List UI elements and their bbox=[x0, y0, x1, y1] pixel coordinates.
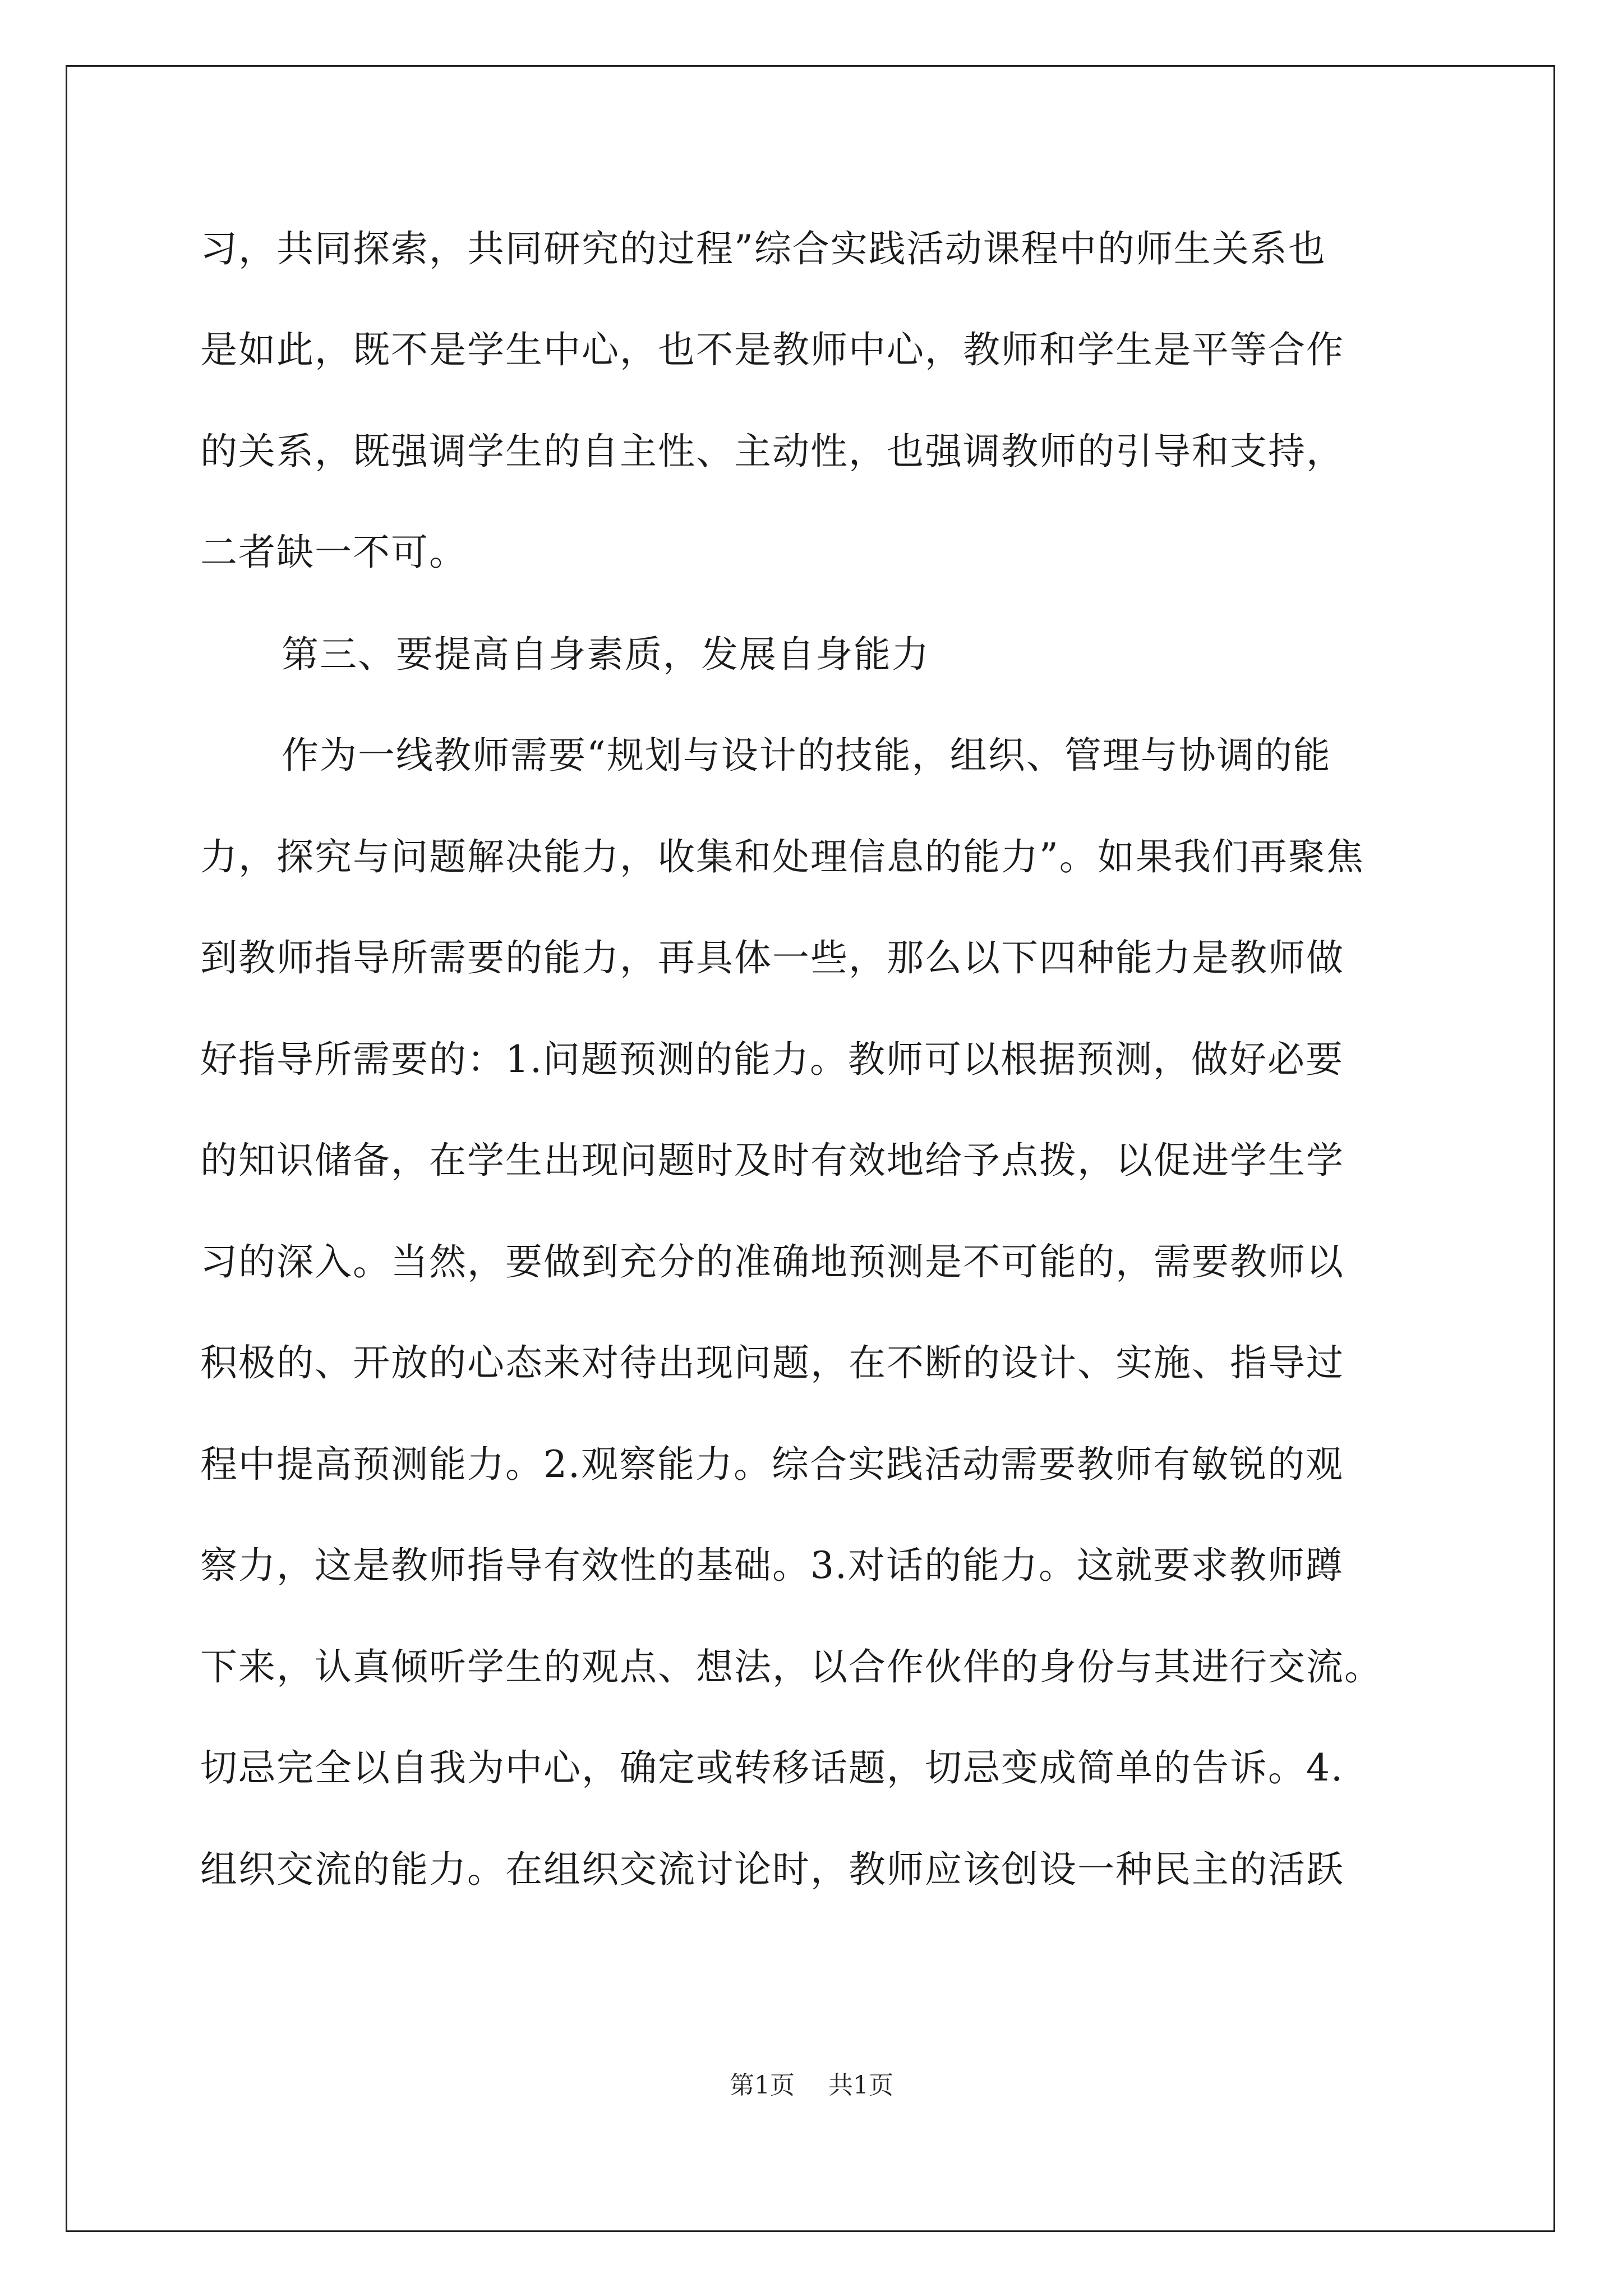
paragraph-line-8: 到教师指导所需要的能力，再具体一些，那么以下四种能力是教师做 bbox=[200, 936, 1344, 979]
paragraph-line-2: 是如此，既不是学生中心，也不是教师中心，教师和学生是平等合作 bbox=[200, 328, 1344, 371]
paragraph-line-3: 的关系，既强调学生的自主性、主动性，也强调教师的引导和支持， bbox=[200, 430, 1344, 473]
paragraph-line-4: 二者缺一不可。 bbox=[200, 531, 467, 574]
paragraph-line-13: 程中提高预测能力。2.观察能力。综合实践活动需要教师有敏锐的观 bbox=[200, 1443, 1344, 1486]
paragraph-line-16: 切忌完全以自我为中心，确定或转移话题，切忌变成简单的告诉。4. bbox=[200, 1746, 1344, 1789]
paragraph-line-17: 组织交流的能力。在组织交流讨论时，教师应该创设一种民主的活跃 bbox=[200, 1848, 1344, 1891]
paragraph-line-10: 的知识储备，在学生出现问题时及时有效地给予点拨，以促进学生学 bbox=[200, 1139, 1344, 1182]
paragraph-line-14: 察力，这是教师指导有效性的基础。3.对话的能力。这就要求教师蹲 bbox=[200, 1544, 1344, 1587]
paragraph-line-15: 下来，认真倾听学生的观点、想法，以合作伙伴的身份与其进行交流。 bbox=[200, 1645, 1382, 1688]
paragraph-line-7: 力，探究与问题解决能力，收集和处理信息的能力”。如果我们再聚焦 bbox=[200, 835, 1364, 878]
section-heading: 第三、要提高自身素质，发展自身能力 bbox=[282, 633, 930, 676]
paragraph-line-11: 习的深入。当然，要做到充分的准确地预测是不可能的，需要教师以 bbox=[200, 1240, 1344, 1283]
paragraph-line-1: 习，共同探索，共同研究的过程”综合实践活动课程中的师生关系也 bbox=[200, 227, 1326, 270]
page-footer bbox=[0, 2070, 1623, 2101]
paragraph-line-9: 好指导所需要的：1.问题预测的能力。教师可以根据预测，做好必要 bbox=[200, 1038, 1344, 1081]
paragraph-line-6: 作为一线教师需要“规划与设计的技能，组织、管理与协调的能 bbox=[282, 734, 1331, 777]
page-number-total: 共1页 bbox=[828, 2071, 893, 2100]
page-number-current: 第1页 bbox=[730, 2071, 795, 2100]
paragraph-line-12: 积极的、开放的心态来对待出现问题，在不断的设计、实施、指导过 bbox=[200, 1341, 1344, 1384]
